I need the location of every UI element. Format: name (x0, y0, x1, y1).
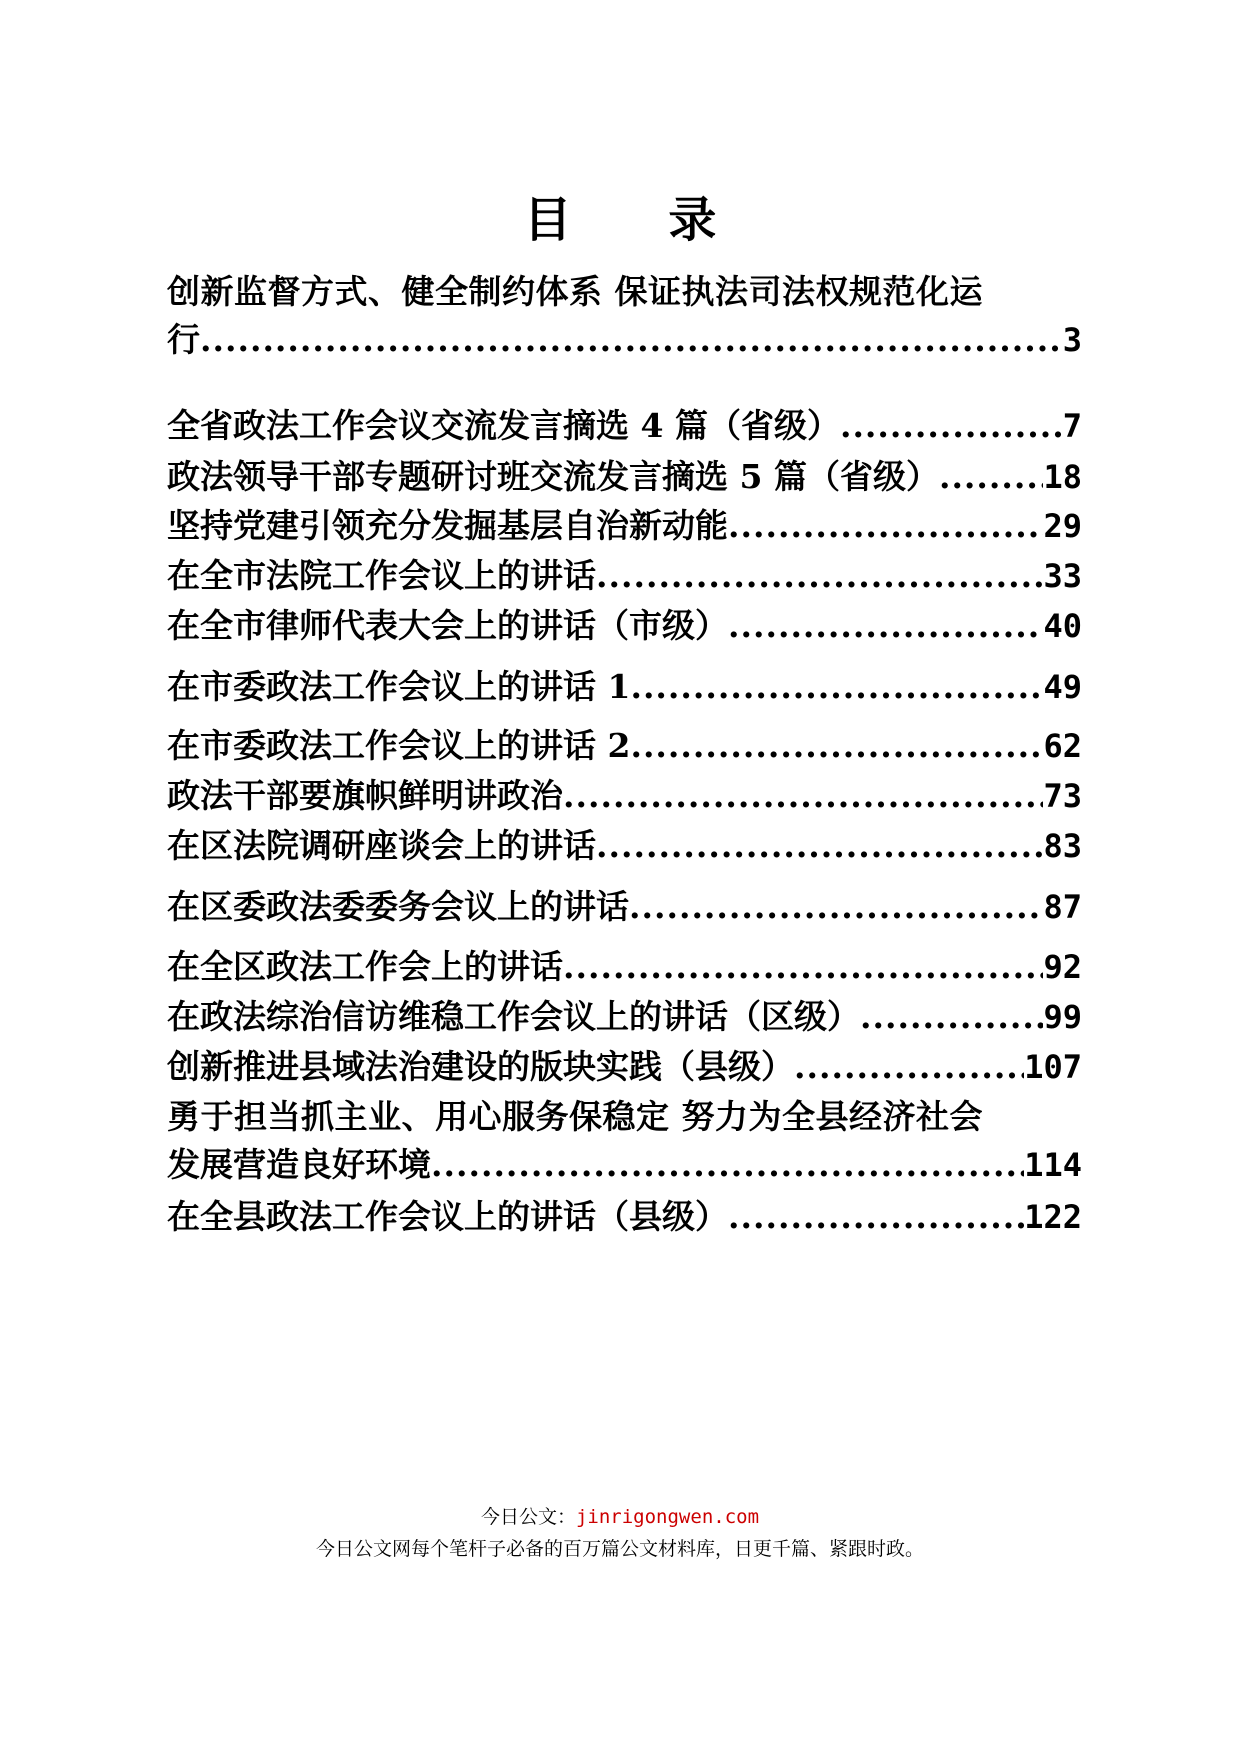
toc-entry-title: 在政法综治信访维稳工作会议上的讲话（区级） (167, 997, 860, 1036)
toc-entry[interactable] (167, 453, 1082, 501)
toc-entry-page: 40 (1043, 607, 1082, 645)
dot-leader (939, 453, 1044, 501)
toc-entry[interactable] (167, 993, 1082, 1041)
footer-url-link[interactable]: jinrigongwen.com (575, 1506, 760, 1528)
toc-entry-page: 3 (1062, 321, 1082, 359)
toc-entry-title: 行 (167, 320, 200, 359)
toc-entry-title: 政法干部要旗帜鲜明讲政治 (167, 776, 563, 815)
toc-entry[interactable] (167, 268, 1082, 359)
toc-entry-title: 在区委政法委委务会议上的讲话 (167, 887, 629, 926)
toc-entry-page: 92 (1043, 948, 1082, 986)
toc-entry[interactable] (167, 663, 1082, 711)
toc-entry[interactable] (167, 822, 1082, 870)
toc-entry-page: 7 (1062, 407, 1082, 445)
toc-entry[interactable] (167, 883, 1082, 931)
dot-leader (840, 402, 1063, 450)
toc-entry[interactable] (167, 722, 1082, 770)
dot-leader (728, 502, 1043, 550)
dot-leader (563, 772, 1043, 820)
dot-leader (630, 722, 1043, 770)
page-title: 目 录 (523, 192, 757, 248)
dot-leader (596, 822, 1043, 870)
toc-entry-title: 在区法院调研座谈会上的讲话 (167, 826, 596, 865)
toc-entry-page: 107 (1024, 1048, 1082, 1086)
toc-entry-title: 在全市律师代表大会上的讲话（市级） (167, 606, 728, 645)
toc-entry-title: 在市委政法工作会议上的讲话 1 (167, 667, 631, 706)
dot-leader (596, 552, 1043, 600)
toc-entry[interactable] (167, 502, 1082, 550)
toc-entry-page: 29 (1043, 507, 1082, 545)
footer-slogan: 今日公文网每个笔杆子必备的百万篇公文材料库，日更千篇、紧跟时政。 (315, 1538, 924, 1560)
toc-entry[interactable] (167, 602, 1082, 650)
dot-leader (431, 1141, 1024, 1189)
toc-entry[interactable] (167, 1193, 1082, 1241)
toc-entry-page: 99 (1043, 998, 1082, 1036)
dot-leader (563, 943, 1043, 991)
toc-entry[interactable] (167, 552, 1082, 600)
toc-entry-page: 18 (1043, 458, 1082, 496)
toc-entry-page: 87 (1043, 888, 1082, 926)
toc-entry-title-line1: 勇于担当抓主业、用心服务保稳定 努力为全县经济社会 (167, 1097, 983, 1136)
dot-leader (860, 993, 1043, 1041)
toc-entry[interactable] (167, 1093, 1082, 1184)
dot-leader (629, 883, 1043, 931)
toc-entry-page: 73 (1043, 777, 1082, 815)
toc-entry-page: 122 (1024, 1198, 1082, 1236)
toc-entry[interactable] (167, 772, 1082, 820)
dot-leader (630, 663, 1043, 711)
toc-entry-title: 坚持党建引领充分发掘基层自治新动能 (167, 506, 728, 545)
dot-leader (200, 316, 1063, 364)
toc-entry-title: 在全区政法工作会上的讲话 (167, 947, 563, 986)
toc-entry-title: 发展营造良好环境 (167, 1145, 431, 1184)
toc-entry-title: 在市委政法工作会议上的讲话 2 (167, 726, 631, 765)
dot-leader (728, 602, 1043, 650)
toc-entry-title: 创新推进县域法治建设的版块实践（县级） (167, 1047, 794, 1086)
toc-entry-title-line1: 创新监督方式、健全制约体系 保证执法司法权规范化运 (167, 272, 983, 311)
footer-source-line (0, 1503, 1240, 1531)
toc-entry-page: 62 (1043, 727, 1082, 765)
toc-entry-title: 在全县政法工作会议上的讲话（县级） (167, 1197, 728, 1236)
toc-entry[interactable] (167, 402, 1082, 450)
toc-entry-title: 在全市法院工作会议上的讲话 (167, 556, 596, 595)
toc-entry-page: 83 (1043, 827, 1082, 865)
toc-entry-page: 33 (1043, 557, 1082, 595)
table-of-contents (167, 0, 1082, 1754)
toc-entry-title: 政法领导干部专题研讨班交流发言摘选 5 篇（省级） (167, 457, 939, 496)
toc-entry[interactable] (167, 1043, 1082, 1091)
dot-leader (728, 1193, 1024, 1241)
toc-entry-page: 49 (1043, 668, 1082, 706)
toc-entry-title: 全省政法工作会议交流发言摘选 4 篇（省级） (167, 406, 840, 445)
toc-entry[interactable] (167, 943, 1082, 991)
dot-leader (794, 1043, 1024, 1091)
toc-entry-page: 114 (1024, 1146, 1082, 1184)
footer-label: 今日公文： (480, 1506, 576, 1528)
